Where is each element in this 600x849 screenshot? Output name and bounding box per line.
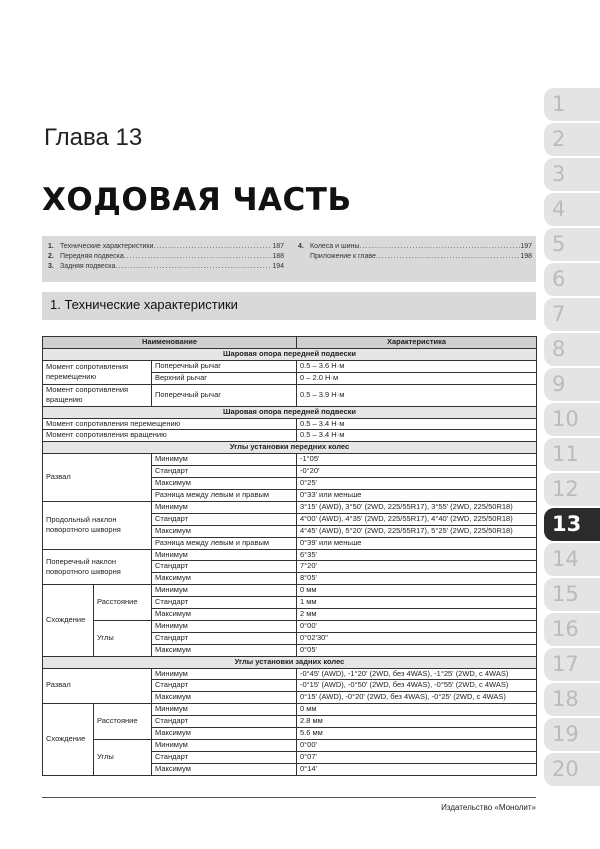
row-sublabel: Стандарт [152,513,297,525]
row-value: 5.6 мм [297,728,537,740]
table-section-row [43,406,537,418]
toc-item-label: Передняя подвеска [60,253,124,260]
table-row [43,620,537,632]
publisher-label: Издательство «Монолит» [441,803,536,812]
specifications-table [42,336,537,776]
chapter-tab-12[interactable]: 12 [544,473,600,506]
table-row [43,430,537,442]
row-sublabel: Максимум [152,478,297,490]
footer-divider [42,797,536,798]
row-value: 2.8 мм [297,716,537,728]
row-sublabel: Разница между левым и правым [152,537,297,549]
chapter-tab-15[interactable]: 15 [544,578,600,611]
chapter-tab-9[interactable]: 9 [544,368,600,401]
toc-item[interactable] [48,262,284,272]
row-value: 0.5 – 3.4 Н·м [297,430,537,442]
toc-leader-dots [376,252,520,262]
row-value: 0°39' или меньше [297,537,537,549]
section-label: Шаровая опора передней подвески [43,406,537,418]
column-header-name: Наименование [43,337,297,349]
row-sublabel: Максимум [152,573,297,585]
row-sublabel: Стандарт [152,680,297,692]
row-label: Развал [43,454,152,502]
row-value: -0°45' (AWD), -1°20' (2WD, без 4WAS), -1°25' (2WD, с 4WAS) [297,668,537,680]
row-sublabel: Максимум [152,728,297,740]
row-value: 6°35' [297,549,537,561]
row-group-label: Углы [94,740,152,776]
toc-item-label: Технические характеристики [60,243,154,250]
row-label: Момент сопротивления вращению [43,430,297,442]
table-row [43,384,537,406]
toc-item-number: 3. [48,263,54,270]
toc-item-page: 197 [520,243,532,250]
table-row [43,668,537,680]
row-sublabel: Стандарт [152,716,297,728]
row-value: 0°00' [297,740,537,752]
row-sublabel: Максимум [152,644,297,656]
row-value: 0°25' [297,478,537,490]
table-header-row [43,337,537,349]
row-value: 0°14' [297,763,537,775]
chapter-tab-4[interactable]: 4 [544,193,600,226]
toc-leader-dots [359,242,520,252]
chapter-tab-6[interactable]: 6 [544,263,600,296]
toc-right-column [298,242,532,262]
row-sublabel: Максимум [152,525,297,537]
table-row [43,585,537,597]
chapter-tab-10[interactable]: 10 [544,403,600,436]
section-label: Шаровая опора передней подвески [43,348,537,360]
column-header-value: Характеристика [297,337,537,349]
chapter-tab-11[interactable]: 11 [544,438,600,471]
chapter-tab-3[interactable]: 3 [544,158,600,191]
row-sublabel: Разница между левым и правым [152,489,297,501]
row-sublabel: Максимум [152,609,297,621]
row-value: -0°20' [297,466,537,478]
table-section-row [43,656,537,668]
table-section-row [43,348,537,360]
row-sublabel: Стандарт [152,597,297,609]
row-value: 0°33' или меньше [297,489,537,501]
row-value: 0°02'30" [297,632,537,644]
row-label: Момент сопротивления вращению [43,384,152,406]
chapter-tab-19[interactable]: 19 [544,718,600,751]
toc-left-column [48,242,284,272]
row-value: 4°00' (AWD), 4°35' (2WD, 225/55R17), 4°40' (2WD, 225/50R18) [297,513,537,525]
row-sublabel: Минимум [152,620,297,632]
section-title: 1. Технические характеристики [50,297,238,312]
row-sublabel: Поперечный рычаг [152,384,297,406]
table-section-row [43,442,537,454]
table-row [43,740,537,752]
chapter-tab-18[interactable]: 18 [544,683,600,716]
row-sublabel: Стандарт [152,561,297,573]
toc-item[interactable] [298,252,532,262]
row-sublabel: Минимум [152,668,297,680]
row-sublabel: Стандарт [152,632,297,644]
table-of-contents [42,236,536,282]
toc-leader-dots [124,252,273,262]
row-sublabel: Максимум [152,692,297,704]
table-row [43,549,537,561]
row-value: 4°45' (AWD), 5°20' (2WD, 225/55R17), 5°25' (2WD, 225/50R18) [297,525,537,537]
row-label: Поперечный наклон поворотного шкворня [43,549,152,585]
row-label: Момент сопротивления перемещению [43,360,152,384]
chapter-label: Глава 13 [44,124,143,151]
row-group-label: Расстояние [94,585,152,621]
toc-item-page: 194 [272,263,284,270]
table-row [43,454,537,466]
toc-item-page: 188 [272,253,284,260]
toc-item-label: Колеса и шины [310,243,360,250]
section-label: Углы установки передних колес [43,442,537,454]
toc-item-number: 2. [48,253,54,260]
row-value: 7°20' [297,561,537,573]
toc-leader-dots [153,242,272,252]
row-label: Схождение [43,585,94,656]
section-header [42,292,536,320]
row-sublabel: Минимум [152,585,297,597]
row-value: 0.5 – 3.9 Н·м [297,384,537,406]
row-value: 0 мм [297,704,537,716]
row-value: 8°05' [297,573,537,585]
row-value: -0°15' (AWD), -0°50' (2WD, без 4WAS), -0°55' (2WD, с 4WAS) [297,680,537,692]
toc-item-number: 4. [298,243,304,250]
row-value: 0°07' [297,751,537,763]
toc-item-label: Приложение к главе [310,253,376,260]
row-label: Развал [43,668,152,704]
row-value: 0°05' [297,644,537,656]
chapter-tab-2[interactable]: 2 [544,123,600,156]
row-label: Продольный наклон поворотного шкворня [43,501,152,549]
row-value: 0°00' [297,620,537,632]
chapter-tab-1[interactable]: 1 [544,88,600,121]
table-row [43,501,537,513]
toc-item-page: 198 [520,253,532,260]
table-row [43,704,537,716]
row-sublabel: Минимум [152,704,297,716]
chapter-tabs [544,88,600,788]
row-sublabel: Минимум [152,501,297,513]
chapter-tab-17[interactable]: 17 [544,648,600,681]
row-value: 0.5 – 3.4 Н·м [297,418,537,430]
table-row [43,360,537,372]
toc-item-number: 1. [48,243,54,250]
row-sublabel: Минимум [152,549,297,561]
chapter-tab-8[interactable]: 8 [544,333,600,366]
row-value: 3°15' (AWD), 3°50' (2WD, 225/55R17), 3°55' (2WD, 225/50R18) [297,501,537,513]
row-label: Момент сопротивления перемещению [43,418,297,430]
row-group-label: Углы [94,620,152,656]
section-label: Углы установки задних колес [43,656,537,668]
toc-item[interactable] [48,252,284,262]
toc-item-page: 187 [272,243,284,250]
row-value: 0°15' (AWD), -0°20' (2WD, без 4WAS), -0°25' (2WD, с 4WAS) [297,692,537,704]
row-value: 0.5 – 3.6 Н·м [297,360,537,372]
toc-item[interactable] [298,242,532,252]
chapter-tab-5[interactable]: 5 [544,228,600,261]
toc-item-label: Задняя подвеска [60,263,116,270]
row-group-label: Расстояние [94,704,152,740]
toc-item-number [298,252,310,262]
chapter-title: ХОДОВАЯ ЧАСТЬ [42,182,352,218]
row-sublabel: Стандарт [152,751,297,763]
table-row [43,418,537,430]
toc-leader-dots [115,262,272,272]
row-sublabel: Поперечный рычаг [152,360,297,372]
row-value: 0 – 2.0 Н·м [297,372,537,384]
chapter-tab-16[interactable]: 16 [544,613,600,646]
row-sublabel: Стандарт [152,466,297,478]
chapter-tab-13[interactable]: 13 [544,508,600,541]
row-sublabel: Верхний рычаг [152,372,297,384]
row-sublabel: Максимум [152,763,297,775]
row-value: 1 мм [297,597,537,609]
row-label: Схождение [43,704,94,775]
row-value: -1°05' [297,454,537,466]
row-value: 2 мм [297,609,537,621]
chapter-tab-20[interactable]: 20 [544,753,600,786]
chapter-tab-14[interactable]: 14 [544,543,600,576]
row-sublabel: Минимум [152,740,297,752]
chapter-tab-7[interactable]: 7 [544,298,600,331]
row-sublabel: Минимум [152,454,297,466]
row-value: 0 мм [297,585,537,597]
toc-item[interactable] [48,242,284,252]
